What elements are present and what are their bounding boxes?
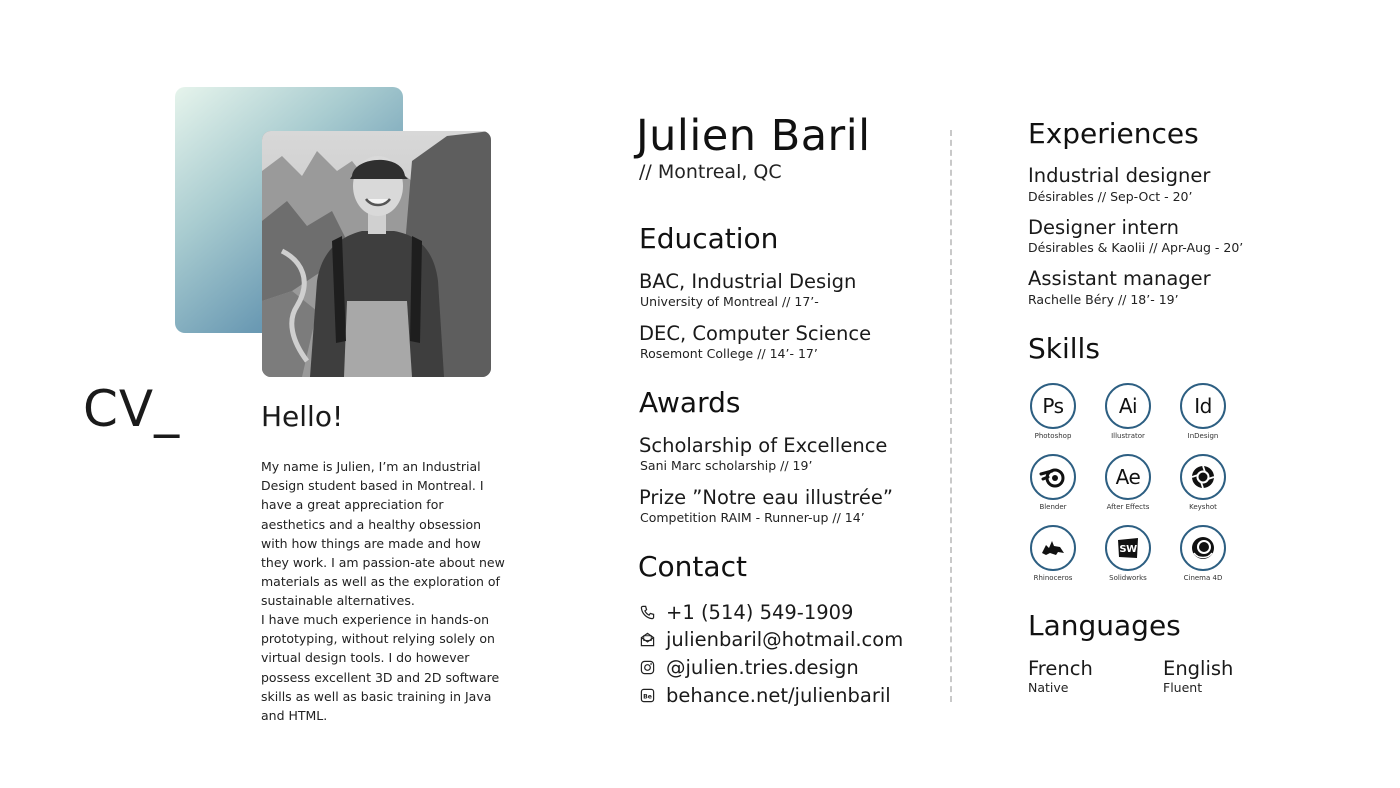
language-name: French: [1028, 657, 1093, 680]
skill-label: Solidworks: [1109, 574, 1147, 582]
experience-item-title: Assistant manager: [1028, 267, 1211, 290]
bio-paragraph-1: My name is Julien, I’m an Industrial Design student based in Montreal. I have a great appreciation for aesthetics and a healthy obsession with how things are made and how they work. I am passion-ate about new materials as well as the exploration of sustainable alternatives.: [261, 459, 505, 609]
skill-label: InDesign: [1187, 432, 1219, 440]
education-item-sub: University of Montreal // 17’-: [640, 294, 819, 309]
experiences-heading: Experiences: [1028, 117, 1199, 150]
skill-label: After Effects: [1106, 503, 1150, 511]
contact-email-text: julienbaril@hotmail.com: [666, 627, 904, 651]
instagram-icon: [639, 659, 655, 675]
skill-label: Blender: [1039, 503, 1067, 511]
language-level: Native: [1028, 680, 1069, 695]
profile-photo: [262, 131, 491, 377]
keyshot-icon: [1180, 454, 1226, 500]
contact-phone[interactable]: [639, 600, 853, 624]
skill-blender: [1027, 454, 1079, 511]
skill-keyshot: [1177, 454, 1229, 511]
solidworks-glyph: SW: [1119, 544, 1137, 555]
photoshop-icon: Ps: [1030, 383, 1076, 429]
blender-icon: [1030, 454, 1076, 500]
award-item-sub: Competition RAIM - Runner-up // 14’: [640, 510, 865, 525]
skill-label: Rhinoceros: [1033, 574, 1073, 582]
skill-label: Illustrator: [1111, 432, 1145, 440]
after-effects-icon: Ae: [1105, 454, 1151, 500]
languages-heading: Languages: [1028, 609, 1181, 642]
contact-instagram[interactable]: [639, 655, 859, 679]
language-name: English: [1163, 657, 1234, 680]
education-heading: Education: [639, 222, 779, 255]
contact-phone-text: +1 (514) 549-1909: [666, 600, 854, 624]
cv-mark: CV_: [83, 380, 181, 438]
contact-heading: Contact: [638, 550, 747, 583]
experience-item-title: Industrial designer: [1028, 164, 1211, 187]
contact-behance-text: behance.net/julienbaril: [666, 683, 891, 707]
skill-illustrator: [1102, 383, 1154, 440]
bio-paragraph-2: I have much experience in hands-on prototyping, without relying solely on virtual design tools. I do however possess excellent 3D and 2D software skills as well as basic training in Java and HTML.: [261, 612, 500, 724]
phone-icon: [639, 604, 655, 620]
experience-item-sub: Désirables & Kaolii // Apr-Aug - 20’: [1028, 240, 1244, 255]
svg-text:Be: Be: [642, 692, 652, 700]
behance-icon: [639, 687, 655, 703]
skill-indesign: [1177, 383, 1229, 440]
award-item-title: Scholarship of Excellence: [639, 434, 888, 457]
location: // Montreal, QC: [639, 161, 782, 183]
cinema-4d-icon: [1180, 525, 1226, 571]
contact-behance[interactable]: [639, 683, 891, 707]
person-name: Julien Baril: [636, 111, 871, 161]
indesign-icon: Id: [1180, 383, 1226, 429]
contact-email[interactable]: [639, 627, 903, 651]
skills-heading: Skills: [1028, 332, 1100, 365]
contact-instagram-text: @julien.tries.design: [666, 655, 859, 679]
solidworks-icon: [1105, 525, 1151, 571]
language-level: Fluent: [1163, 680, 1203, 695]
greeting-heading: Hello!: [261, 400, 344, 433]
skills-grid: [1027, 383, 1237, 588]
skill-label: Photoshop: [1034, 432, 1072, 440]
mail-icon: [639, 631, 655, 647]
skill-rhinoceros: [1027, 525, 1079, 582]
rhinoceros-icon: [1030, 525, 1076, 571]
education-item-sub: Rosemont College // 14’- 17’: [640, 346, 818, 361]
skill-cinema-4d: [1177, 525, 1229, 582]
profile-photo-illustration: [262, 131, 491, 377]
skill-label: Cinema 4D: [1183, 574, 1223, 582]
column-divider: [950, 130, 952, 702]
illustrator-icon: Ai: [1105, 383, 1151, 429]
awards-heading: Awards: [639, 386, 741, 419]
experience-item-sub: Rachelle Béry // 18’- 19’: [1028, 292, 1179, 307]
award-item-sub: Sani Marc scholarship // 19’: [640, 458, 813, 473]
education-item-title: DEC, Computer Science: [639, 322, 872, 345]
skill-label: Keyshot: [1189, 503, 1217, 511]
skill-photoshop: [1027, 383, 1079, 440]
education-item-title: BAC, Industrial Design: [639, 270, 857, 293]
skill-solidworks: [1102, 525, 1154, 582]
experience-item-sub: Désirables // Sep-Oct - 20’: [1028, 189, 1193, 204]
skill-after-effects: [1102, 454, 1154, 511]
award-item-title: Prize ”Notre eau illustrée”: [639, 486, 893, 509]
experience-item-title: Designer intern: [1028, 216, 1179, 239]
